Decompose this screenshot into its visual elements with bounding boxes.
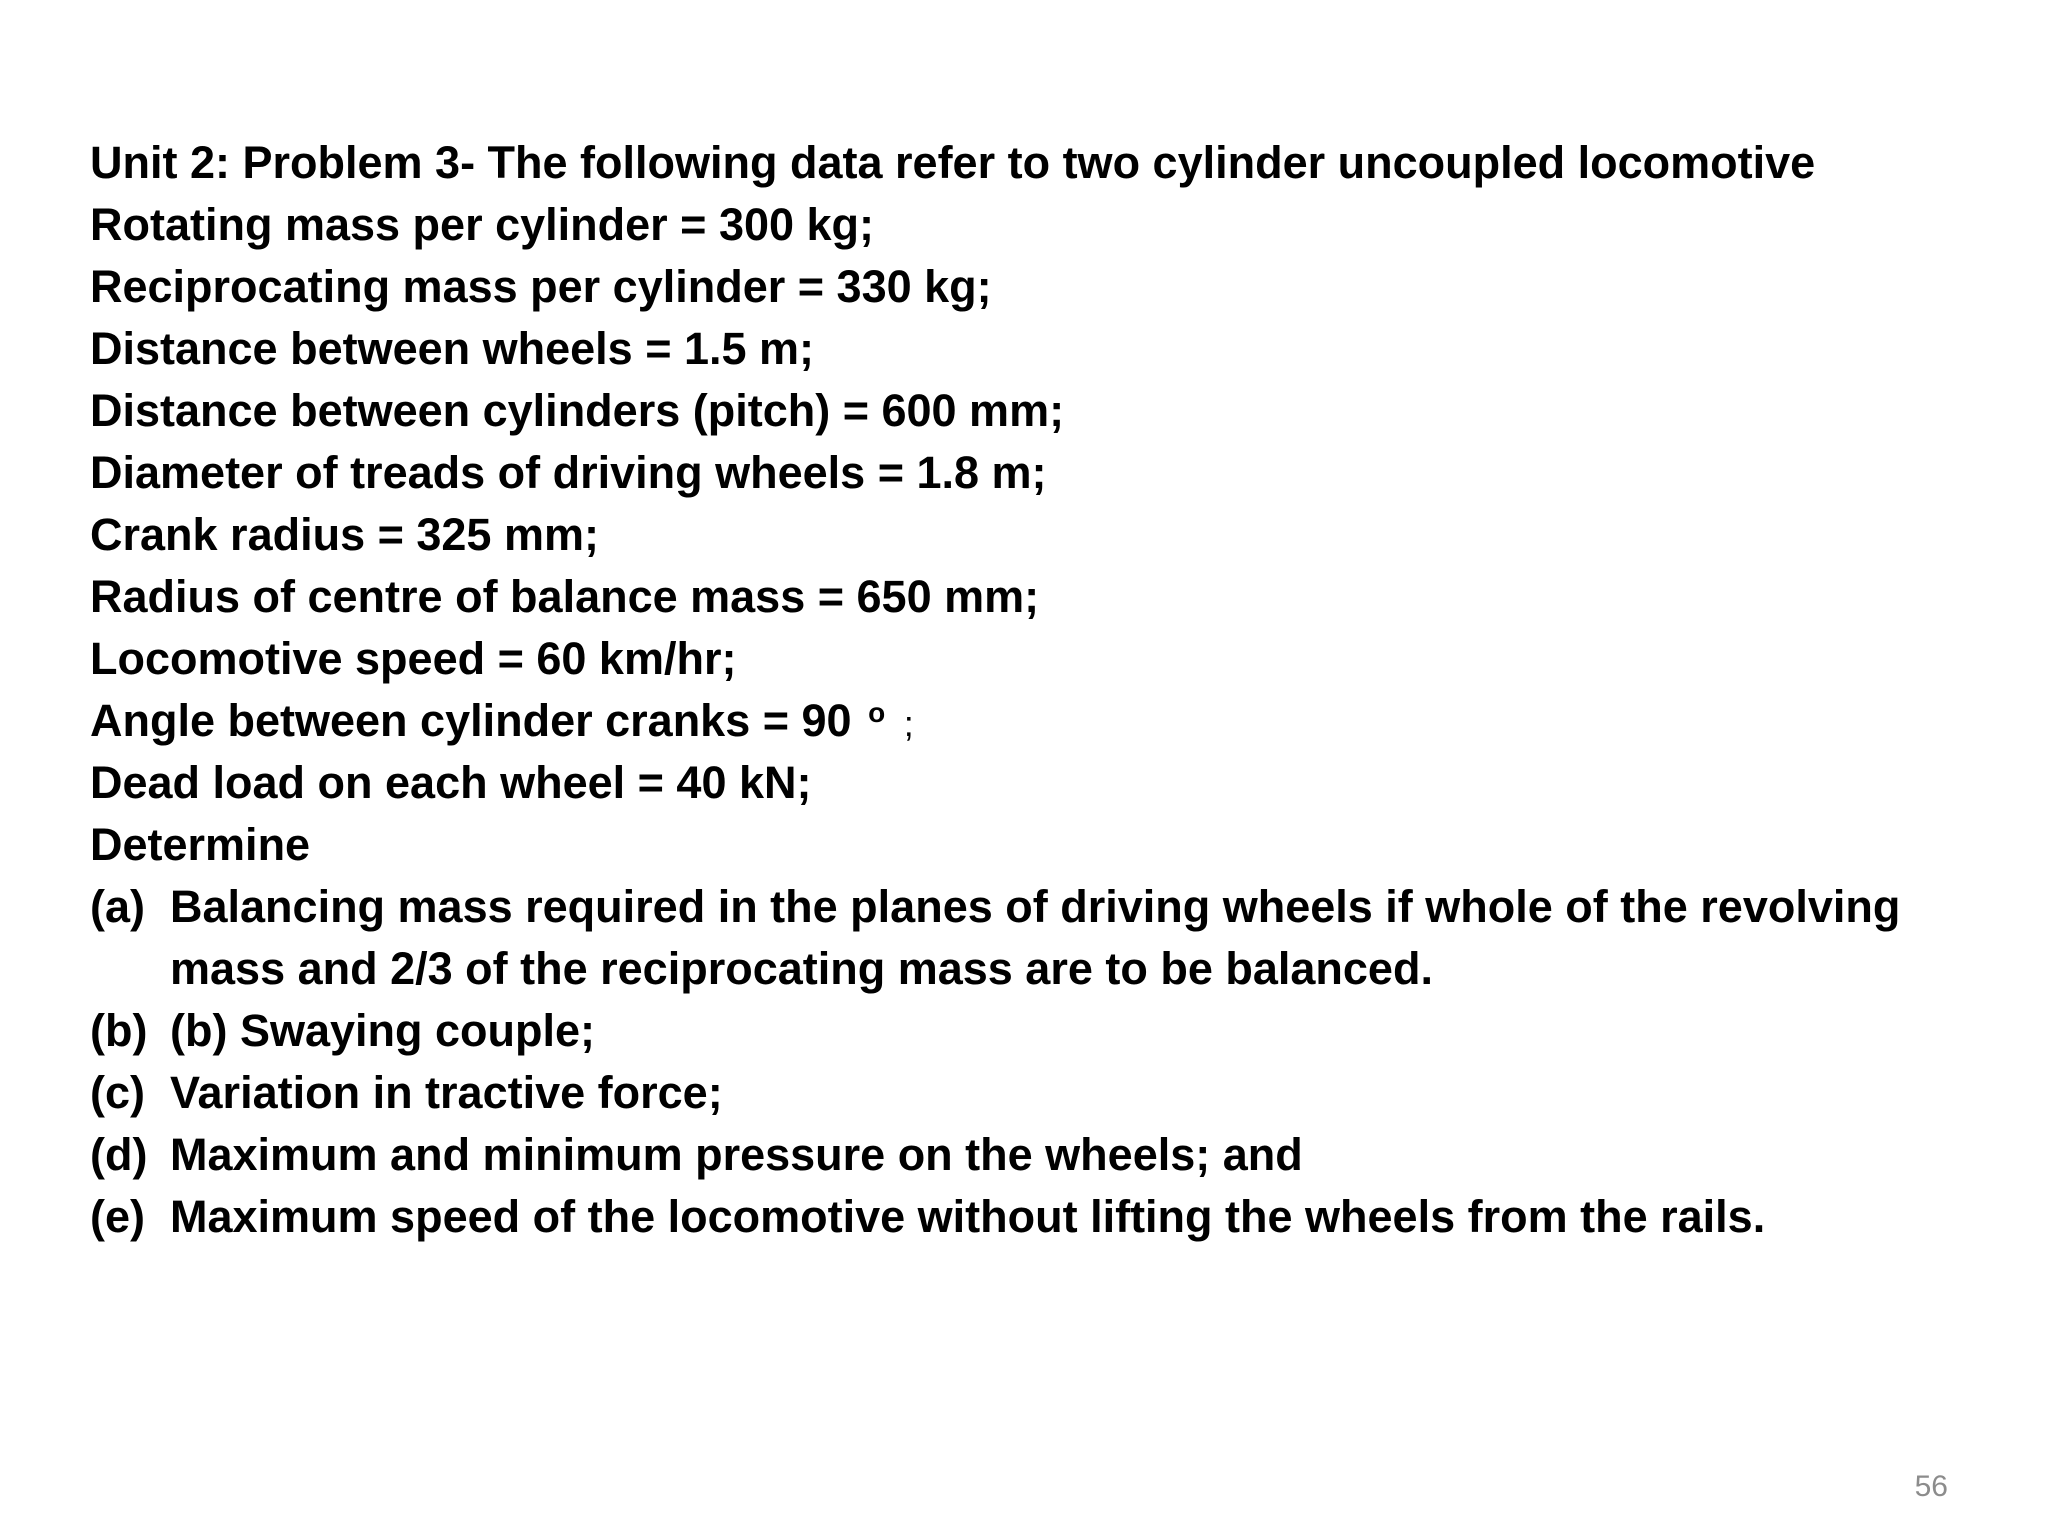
- task-marker: (e): [90, 1191, 145, 1242]
- data-line-crank-radius: Crank radius = 325 mm;: [90, 509, 599, 560]
- task-marker: (b): [90, 1005, 148, 1056]
- task-text: Balancing mass required in the planes of driving wheels if whole of the revolving mass and 2/3 of the reciprocating mass are to be balanced.: [170, 881, 1901, 994]
- data-line-reciprocating-mass: Reciprocating mass per cylinder = 330 kg;: [90, 261, 992, 312]
- task-text: Maximum and minimum pressure on the wheels; and: [170, 1129, 1303, 1180]
- data-line-cylinder-pitch: Distance between cylinders (pitch) = 600 mm;: [90, 385, 1065, 436]
- slide-content: [90, 132, 1990, 1248]
- data-line-balance-radius: Radius of centre of balance mass = 650 mm;: [90, 571, 1040, 622]
- task-marker: (d): [90, 1129, 148, 1180]
- task-text: (b) Swaying couple;: [170, 1005, 596, 1056]
- problem-title: Unit 2: Problem 3- The following data refer to two cylinder uncoupled locomotive: [90, 137, 1816, 188]
- crank-angle-semicolon: ;: [903, 703, 914, 744]
- task-text: Variation in tractive force;: [170, 1067, 723, 1118]
- data-line-dead-load: Dead load on each wheel = 40 kN;: [90, 757, 812, 808]
- data-line-tread-diameter: Diameter of treads of driving wheels = 1.8 m;: [90, 447, 1047, 498]
- task-item-b: [90, 1000, 1990, 1062]
- degree-symbol: o: [868, 697, 886, 728]
- crank-angle-text: Angle between cylinder cranks = 90: [90, 695, 852, 746]
- slide-page-number: 56: [1914, 1470, 1948, 1503]
- determine-label: Determine: [90, 819, 311, 870]
- task-marker: (c): [90, 1067, 145, 1118]
- task-text: Maximum speed of the locomotive without lifting the wheels from the rails.: [170, 1191, 1766, 1242]
- data-line-rotating-mass: Rotating mass per cylinder = 300 kg;: [90, 199, 875, 250]
- data-line-locomotive-speed: Locomotive speed = 60 km/hr;: [90, 633, 737, 684]
- data-line-crank-angle: [90, 690, 1990, 752]
- task-item-d: [90, 1124, 1990, 1186]
- task-item-a: [90, 876, 1990, 1000]
- task-marker: (a): [90, 881, 145, 932]
- task-item-e: [90, 1186, 1990, 1248]
- task-item-c: [90, 1062, 1990, 1124]
- data-line-wheel-distance: Distance between wheels = 1.5 m;: [90, 323, 815, 374]
